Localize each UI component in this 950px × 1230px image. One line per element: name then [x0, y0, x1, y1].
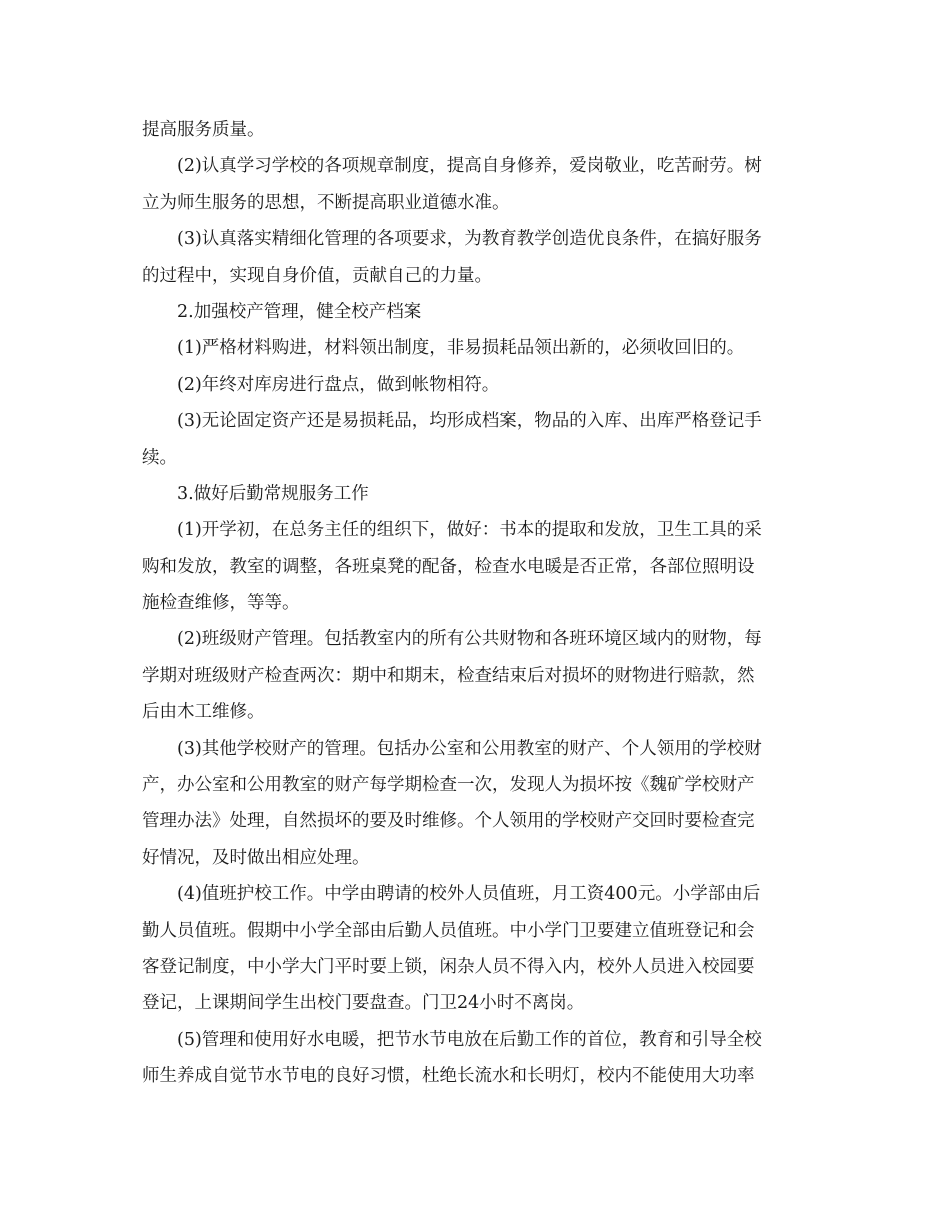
document-body	[142, 112, 806, 1095]
text-line: (2)认真学习学校的各项规章制度，提高自身修养，爱岗敬业，吃苦耐劳。树	[177, 156, 762, 177]
text-line: 立为师生服务的思想，不断提高职业道德水准。	[142, 192, 510, 213]
text-line: (3)其他学校财产的管理。包括办公室和公用教室的财产、个人领用的学校财	[177, 738, 762, 759]
text-line: 的过程中，实现自身价值，贡献自己的力量。	[142, 265, 492, 286]
text-line: 后由木工维修。	[142, 702, 265, 723]
text-line: 管理办法》处理，自然损坏的要及时维修。个人领用的学校财产交回时要检查完	[142, 811, 755, 832]
text-line: (2)年终对库房进行盘点，做到帐物相符。	[177, 374, 500, 395]
text-line: 产，办公室和公用教室的财产每学期检查一次，发现人为损坏按《魏矿学校财产	[142, 775, 755, 796]
text-line: 学期对班级财产检查两次：期中和期末，检查结束后对损坏的财物进行赔款，然	[142, 665, 755, 686]
text-line: 登记，上课期间学生出校门要盘查。门卫24小时不离岗。	[142, 993, 585, 1014]
text-line: 客登记制度，中小学大门平时要上锁，闲杂人员不得入内，校外人员进入校园要	[142, 956, 755, 977]
text-line: 购和发放，教室的调整，各班桌凳的配备，检查水电暖是否正常，各部位照明设	[142, 556, 755, 577]
text-line: (4)值班护校工作。中学由聘请的校外人员值班，月工资400元。小学部由后	[177, 884, 761, 905]
text-line: 好情况，及时做出相应处理。	[142, 847, 370, 868]
text-line: 勤人员值班。假期中小学全部由后勤人员值班。中小学门卫要建立值班登记和会	[142, 920, 755, 941]
text-line: (3)认真落实精细化管理的各项要求，为教育教学创造优良条件，在搞好服务	[177, 229, 762, 250]
text-line: (2)班级财产管理。包括教室内的所有公共财物和各班环境区域内的财物，每	[177, 629, 762, 650]
text-line: (5)管理和使用好水电暖，把节水节电放在后勤工作的首位，教育和引导全校	[177, 1029, 762, 1050]
text-line: 续。	[142, 447, 177, 468]
text-line: (1)严格材料购进，材料领出制度，非易损耗品领出新的，必须收回旧的。	[177, 338, 745, 359]
section-heading: 2.加强校产管理，健全校产档案	[177, 301, 422, 322]
text-line: 施检查维修，等等。	[142, 593, 300, 614]
text-line: (1)开学初，在总务主任的组织下，做好：书本的提取和发放，卫生工具的采	[177, 520, 762, 541]
text-line: 提高服务质量。	[142, 120, 265, 140]
text-line: (3)无论固定资产还是易损耗品，均形成档案，物品的入库、出库严格登记手	[177, 411, 762, 432]
section-heading: 3.做好后勤常规服务工作	[177, 483, 369, 504]
text-line: 师生养成自觉节水节电的良好习惯，杜绝长流水和长明灯，校内不能使用大功率	[142, 1066, 755, 1087]
